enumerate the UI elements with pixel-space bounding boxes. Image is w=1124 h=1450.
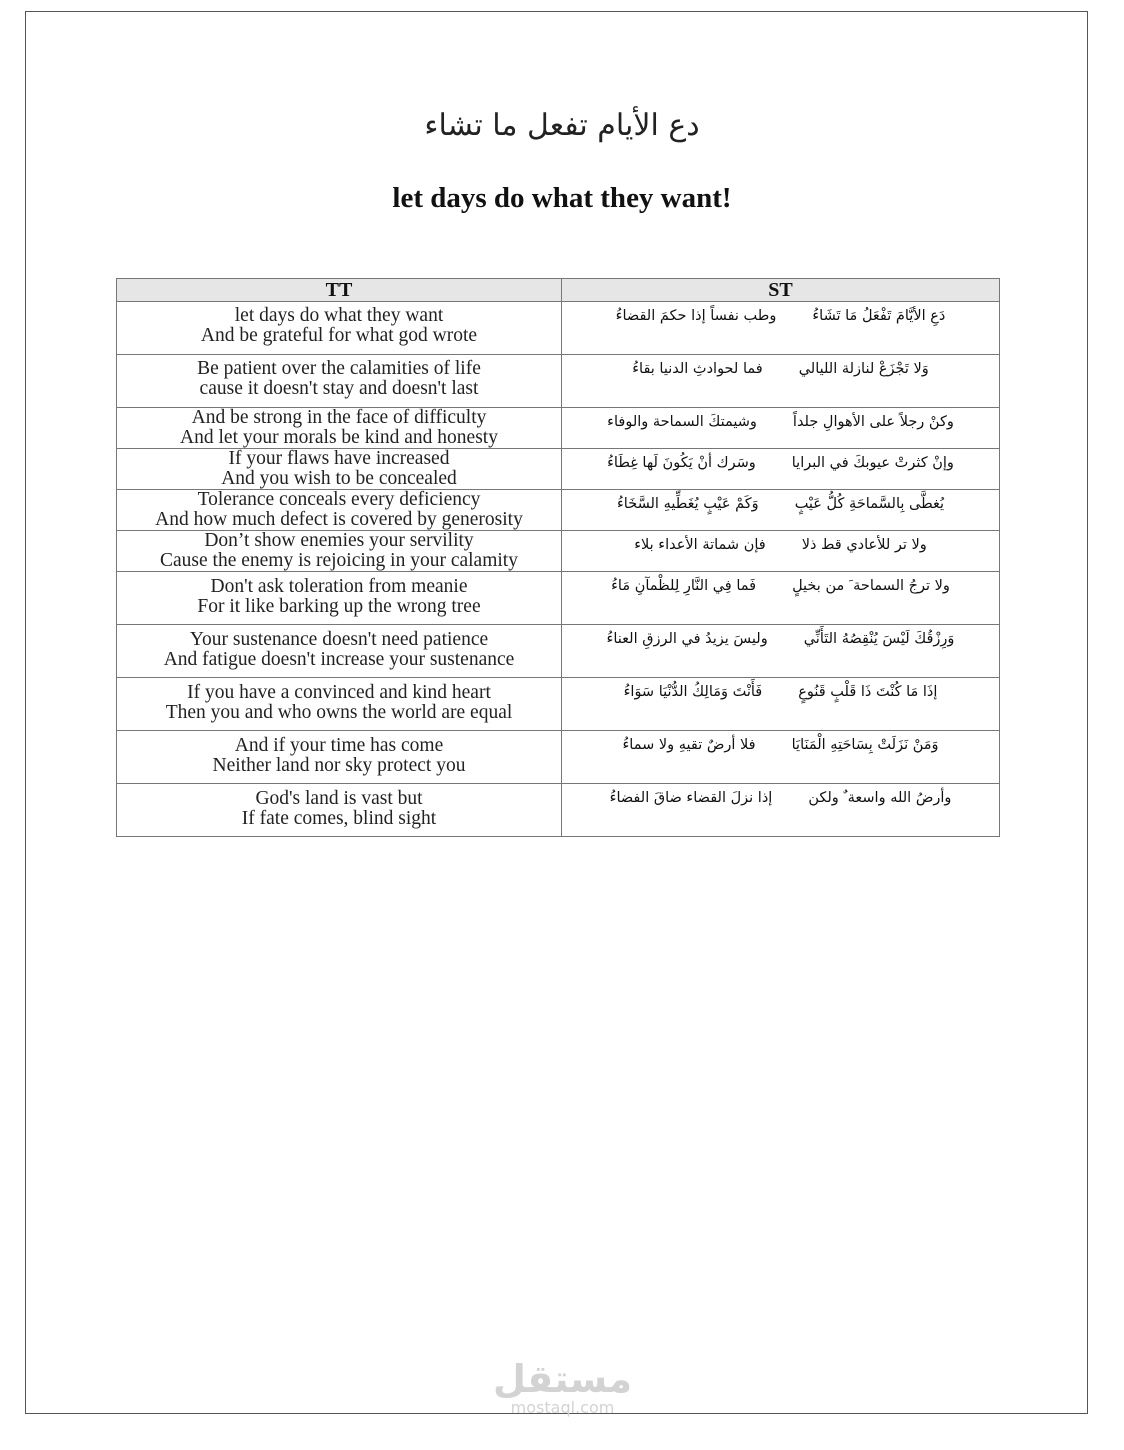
st-cell [562,572,1000,625]
table-row [117,449,1000,490]
st-second-hemistich: فما لحوادثِ الدنيا بقاءُ [632,361,763,377]
tt-line: And if your time has come [234,735,444,756]
st-cell [562,678,1000,731]
tt-line: Neither land nor sky protect you [212,755,466,776]
tt-cell [117,784,562,837]
st-second-hemistich: وسَرك أنْ يَكُونَ لَها غِطَاءُ [607,455,756,471]
tt-line: Don't ask toleration from meanie [210,576,468,597]
st-second-hemistich: فإن شماتة الأعداء بلاء [634,537,766,553]
tt-line: Cause the enemy is rejoicing in your calamity [160,550,518,571]
st-first-hemistich: وَلا تَجْزَعْ لنازلة الليالي [798,361,929,377]
st-cell [562,490,1000,531]
table-row [117,625,1000,678]
st-second-hemistich: وطب نفساً إذا حكمَ القضاءُ [615,308,777,324]
table-row [117,531,1000,572]
tt-cell [117,490,562,531]
tt-cell [117,531,562,572]
st-second-hemistich: فَما فِي النَّارِ لِلظْمآنِ مَاءُ [611,578,757,594]
st-first-hemistich: إذَا مَا كُنْتَ ذَا قَلْبٍ قَنُوعٍ [798,684,938,700]
st-first-hemistich: وكنْ رجلاً على الأهوالِ جلداً [792,414,954,430]
st-verse [562,737,999,753]
st-verse [562,537,999,553]
tt-line: Tolerance conceals every deficiency [197,489,481,510]
tt-line: If your flaws have increased [228,448,450,469]
poem-table [116,278,1000,837]
mostaql-watermark [490,1358,635,1416]
table-row [117,678,1000,731]
table-row [117,408,1000,449]
table-row [117,572,1000,625]
table-row [117,784,1000,837]
tt-cell [117,302,562,355]
tt-line: Then you and who owns the world are equal [165,702,513,723]
st-first-hemistich: ولا تر للأعادي قط ذلا [801,537,927,553]
table-row [117,355,1000,408]
st-cell [562,449,1000,490]
watermark-arabic: مستقل [493,1357,632,1401]
tt-cell [117,625,562,678]
table-row [117,490,1000,531]
st-verse [562,414,999,430]
st-verse [562,308,999,324]
tt-cell [117,408,562,449]
st-cell [562,625,1000,678]
st-verse [562,790,999,806]
tt-line: And how much defect is covered by generosity [155,509,523,530]
st-verse [562,361,999,377]
tt-cell [117,731,562,784]
st-verse [562,496,999,512]
tt-line: And let your morals be kind and honesty [180,427,498,448]
tt-line: And you wish to be concealed [221,468,457,489]
st-cell [562,355,1000,408]
tt-line: let days do what they want [234,305,444,326]
st-first-hemistich: وإنْ كثرتْ عيوبكَ في البرايا [791,455,954,471]
st-cell [562,408,1000,449]
tt-line: cause it doesn't stay and doesn't last [199,378,479,399]
tt-cell [117,449,562,490]
st-cell [562,531,1000,572]
st-first-hemistich: دَعِ الأيَّامَ تَفْعَلُ مَا تَشَاءُ [812,308,946,324]
st-second-hemistich: وشيمتكَ السماحة والوفاء [607,414,757,430]
english-title: let days do what they want! [392,182,732,214]
st-second-hemistich: إذا نزلَ القضاء ضاقَ الفضاءُ [609,790,773,806]
poem-table-body [117,302,1000,837]
tt-line: For it like barking up the wrong tree [197,596,481,617]
st-header: ST [562,279,1000,302]
st-verse [562,578,999,594]
tt-cell [117,678,562,731]
tt-header: TT [117,279,562,302]
tt-line: Your sustenance doesn't need patience [189,629,489,650]
table-row [117,302,1000,355]
st-first-hemistich: وأرضُ الله واسعة ٌ ولكن [808,790,952,806]
watermark-latin: mostaql.com [510,1398,615,1417]
st-verse [562,455,999,471]
st-verse [562,684,999,700]
tt-line: And be strong in the face of difficulty [191,407,487,428]
tt-cell [117,572,562,625]
st-second-hemistich: وليسَ يزيدُ في الرزقِ العناءُ [606,631,768,647]
st-first-hemistich: يُغطَّى بِالسَّماحَةِ كُلُّ عَيْبٍ [794,496,945,512]
tt-line: And fatigue doesn't increase your sustenance [163,649,515,670]
tt-line: If you have a convinced and kind heart [187,682,491,703]
st-first-hemistich: وَمَنْ نَزَلَتْ بِسَاحَتِهِ الْمَنَايَا [791,737,939,753]
st-cell [562,784,1000,837]
st-cell [562,731,1000,784]
tt-line: And be grateful for what god wrote [200,325,478,346]
st-second-hemistich: فَأَنْتَ وَمَالِكُ الدُّنْيَا سَوَاءُ [623,684,763,700]
st-verse [562,631,999,647]
tt-line: If fate comes, blind sight [241,808,437,829]
st-cell [562,302,1000,355]
st-first-hemistich: وَرِزْقُكَ لَيْسَ يُنْقِصُهُ التَأَنِّي [803,631,955,647]
st-second-hemistich: فلا أرضٌ تقيهِ ولا سماءُ [622,737,756,753]
st-first-hemistich: ولا ترجُ السماحة َ من بخيلٍ [792,578,950,594]
tt-line: God's land is vast but [255,788,423,809]
st-second-hemistich: وَكَمْ عَيْبٍ يُغَطِّيهِ السَّخَاءُ [616,496,759,512]
tt-cell [117,355,562,408]
arabic-title: دع الأيام تفعل ما تشاء [424,108,700,143]
table-row [117,731,1000,784]
tt-line: Don’t show enemies your servility [204,530,474,551]
tt-line: Be patient over the calamities of life [197,358,481,379]
table-header-row [117,279,1000,302]
